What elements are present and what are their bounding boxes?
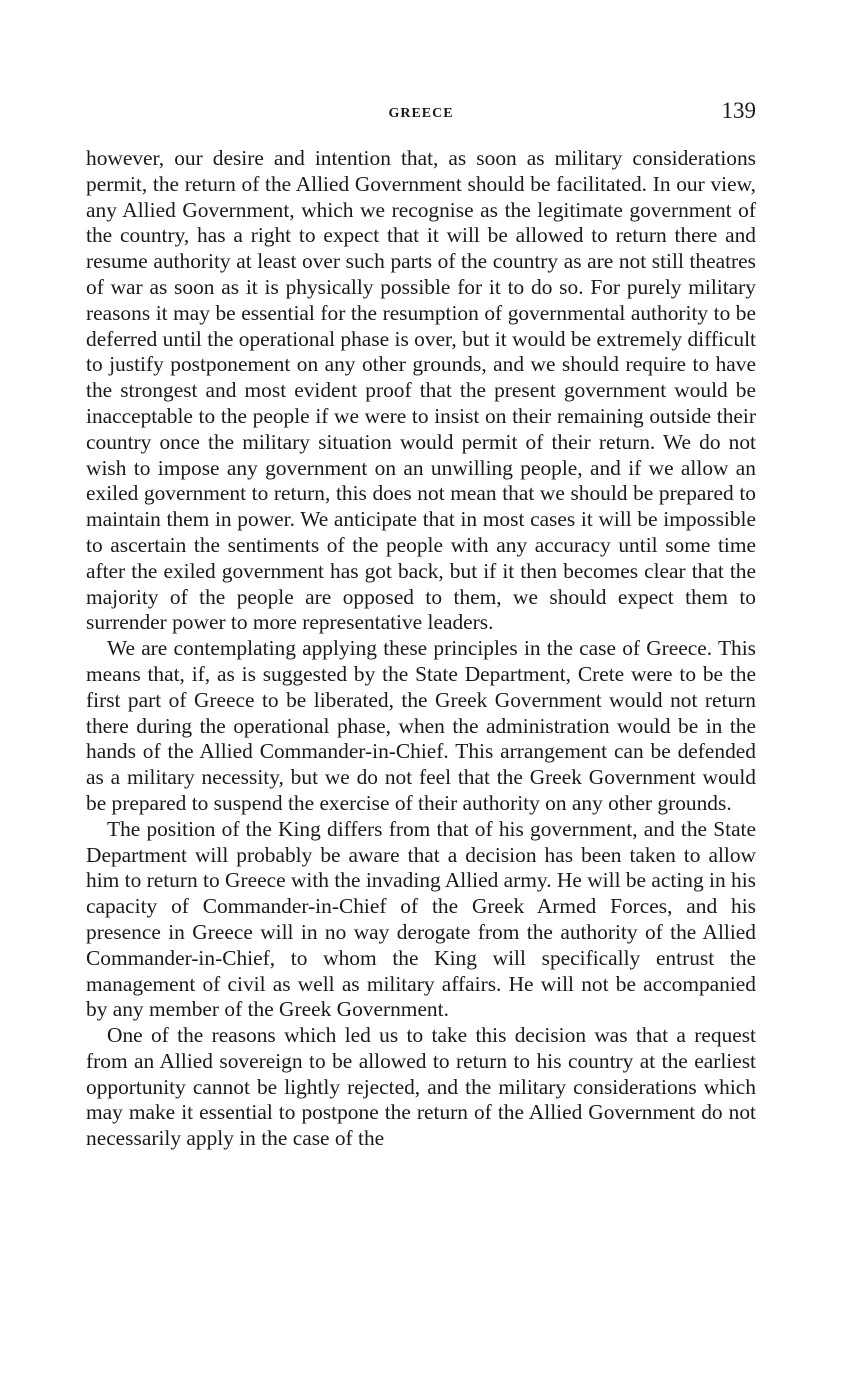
paragraph: One of the reasons which led us to take this decision was that a request from an Allied sovereign to be allowed to return to his country at the earliest opportunity cannot be lightly rejected, and the military considerations which may make it essential to postpone the return of the Allied Government do not necessarily apply in the case of the bbox=[86, 1023, 756, 1151]
running-head bbox=[86, 98, 756, 134]
page-number: 139 bbox=[721, 98, 756, 123]
paragraph: We are contemplating applying these principles in the case of Greece. This means that, if, as is suggested by the State Department, Crete were to be the first part of Greece to be liberated, the Greek Government would not return there during the operational phase, when the administration would be in the hands of the Allied Commander-in-Chief. This arrangement can be defended as a military necessity, but we do not feel that the Greek Government would be prepared to suspend the exercise of their authority on any other grounds. bbox=[86, 636, 756, 815]
body-text bbox=[86, 146, 756, 1152]
paragraph: The position of the King differs from that of his government, and the State Department will probably be aware that a decision has been taken to allow him to return to Greece with the invading Allied army. He will be acting in his capacity of Commander-in-Chief of the Greek Armed Forces, and his presence in Greece will in no way derogate from the authority of the Allied Commander-in-Chief, to whom the King will specifically entrust the management of civil as well as military affairs. He will not be accompanied by any member of the Greek Government. bbox=[86, 816, 756, 1022]
running-title: GREECE bbox=[388, 106, 454, 121]
paragraph-continued: however, our desire and intention that, as soon as military considerations permit, the return of the Allied Government should be facilitated. In our view, any Allied Government, which we recognise as the legitimate government of the country, has a right to expect that it will be allowed to return there and resume authority at least over such parts of the country as are not still theatres of war as soon as it is physically possible for it to do so. For purely military reasons it may be essential for the resumption of governmental authority to be deferred until the operational phase is over, but it would be extremely difficult to justify postponement on any other grounds, and we should require to have the strongest and most evident proof that the present government would be inacceptable to the people if we were to insist on their remaining outside their country once the military situation would permit of their return. We do not wish to impose any government on an unwilling people, and if we allow an exiled government to return, this does not mean that we should be prepared to maintain them in power. We anticipate that in most cases it will be impossible to ascertain the sentiments of the people with any accuracy until some time after the exiled government has got back, but if it then becomes clear that the majority of the people are opposed to them, we should expect them to surrender power to more representative leaders. bbox=[86, 146, 756, 635]
